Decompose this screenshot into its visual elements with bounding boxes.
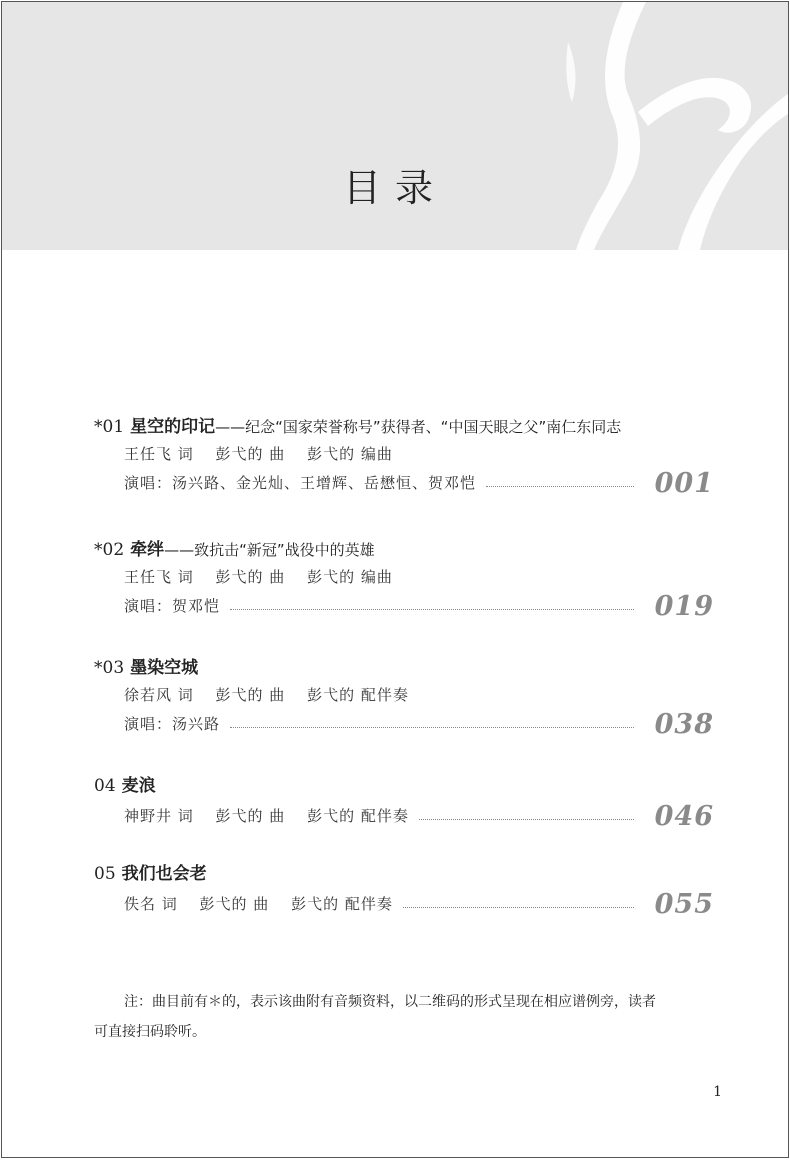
entry-title bbox=[94, 415, 714, 439]
dot-leader bbox=[403, 906, 634, 908]
entry-credits: 神野井 词 彭弋的 曲 彭弋的 配伴奏 bbox=[124, 807, 409, 825]
toc-entry[interactable] bbox=[94, 538, 714, 622]
entry-title bbox=[94, 538, 714, 562]
entry-name: 牵绊 bbox=[130, 540, 165, 560]
page-number: 1 bbox=[713, 1084, 722, 1100]
entry-credits-row bbox=[124, 886, 714, 920]
toc-entry[interactable] bbox=[94, 774, 714, 832]
toc-entry[interactable] bbox=[94, 415, 714, 499]
footnote-line-1: 注：曲目前有＊的，表示该曲附有音频资料，以二维码的形式呈现在相应谱例旁，读者 bbox=[124, 994, 656, 1010]
entry-name: 墨染空城 bbox=[130, 658, 199, 678]
dot-leader bbox=[230, 726, 634, 728]
entry-credits: 王任飞 词 彭弋的 曲 彭弋的 编曲 bbox=[124, 568, 393, 586]
entry-credits: 徐若风 词 彭弋的 曲 彭弋的 配伴奏 bbox=[124, 686, 409, 704]
entry-number: 04 bbox=[94, 776, 116, 796]
footnote-line-2: 可直接扫码聆听。 bbox=[94, 1024, 206, 1040]
entry-performer: 演唱：汤兴路、金光灿、王增辉、岳懋恒、贺邓恺 bbox=[124, 474, 477, 492]
entry-number: *02 bbox=[94, 540, 125, 560]
entry-credits: 佚名 词 彭弋的 曲 彭弋的 配伴奏 bbox=[124, 895, 393, 913]
entry-credits-row bbox=[124, 798, 714, 832]
entry-name: 星空的印记 bbox=[130, 417, 216, 437]
entry-name: 麦浪 bbox=[121, 776, 156, 796]
entry-title bbox=[94, 774, 714, 798]
entry-page-number: 001 bbox=[654, 468, 714, 499]
dot-leader bbox=[230, 608, 634, 610]
entry-number: 05 bbox=[94, 864, 116, 884]
entry-subtitle: ——纪念“国家荣誉称号”获得者、“中国天眼之父”南仁东同志 bbox=[215, 418, 622, 436]
entry-title bbox=[94, 862, 714, 886]
entry-performer: 演唱：汤兴路 bbox=[124, 715, 221, 733]
dot-leader bbox=[419, 818, 634, 820]
header-band bbox=[2, 2, 788, 250]
book-page bbox=[1, 1, 789, 1158]
entry-title bbox=[94, 656, 714, 680]
entry-performer: 演唱：贺邓恺 bbox=[124, 597, 221, 615]
entry-name: 我们也会老 bbox=[121, 864, 207, 884]
entry-page-number: 038 bbox=[654, 709, 714, 740]
entry-number: *01 bbox=[94, 417, 125, 437]
brush-stroke-decoration bbox=[528, 2, 788, 250]
entry-page-number: 019 bbox=[654, 591, 714, 622]
toc-entry[interactable] bbox=[94, 862, 714, 920]
entry-credits: 王任飞 词 彭弋的 曲 彭弋的 编曲 bbox=[124, 445, 393, 463]
entry-page-number: 046 bbox=[654, 801, 714, 832]
dot-leader bbox=[486, 485, 634, 487]
page-title: 目录 bbox=[342, 166, 447, 210]
entry-page-number: 055 bbox=[654, 889, 714, 920]
toc-entry[interactable] bbox=[94, 656, 714, 740]
entry-number: *03 bbox=[94, 658, 125, 678]
entry-subtitle: ——致抗击“新冠”战役中的英雄 bbox=[164, 541, 375, 559]
footnote bbox=[94, 987, 714, 1047]
